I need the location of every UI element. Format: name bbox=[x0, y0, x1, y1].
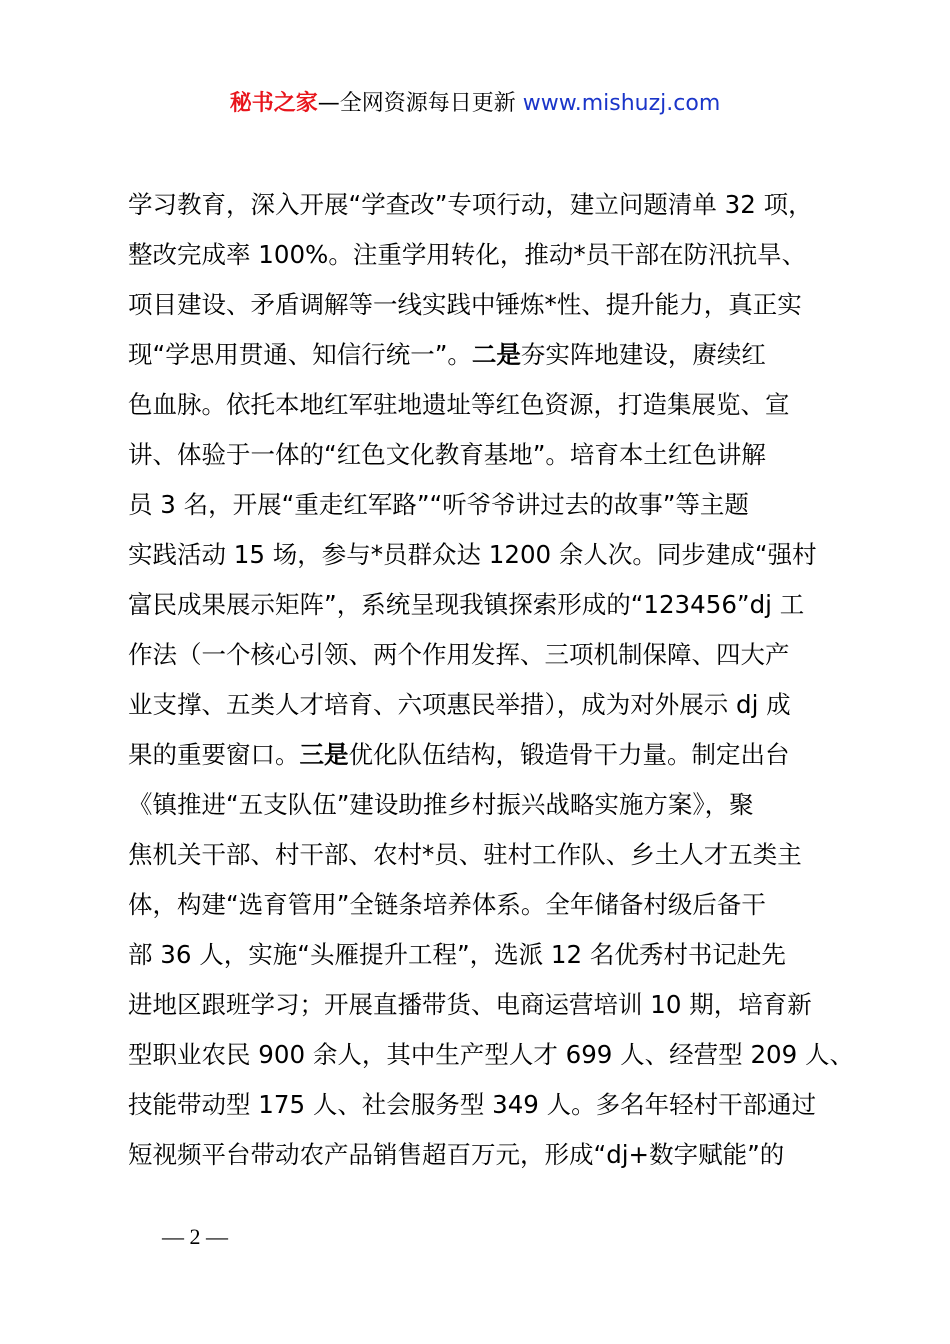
body-line: 体，构建“选育管用”全链条培养体系。全年储备村级后备干 bbox=[128, 890, 766, 919]
body-line: 员 3 名，开展“重走红军路”“听爷爷讲过去的故事”等主题 bbox=[128, 490, 749, 519]
body-line-text: 优化队伍结构，锻造骨干力量。制定出台 bbox=[348, 740, 790, 769]
body-line: 作法（一个核心引领、两个作用发挥、三项机制保障、四大产 bbox=[128, 640, 790, 669]
body-line: 讲、体验于一体的“红色文化教育基地”。培育本土红色讲解 bbox=[128, 440, 766, 469]
body-line: 业支撑、五类人才培育、六项惠民举措），成为对外展示 dj 成 bbox=[128, 690, 791, 719]
site-url-link[interactable]: www.mishuzj.com bbox=[522, 91, 721, 116]
site-header bbox=[0, 88, 950, 120]
page-number: — 2 — bbox=[162, 1224, 228, 1249]
body-line: 型职业农民 900 余人，其中生产型人才 699 人、经营型 209 人、 bbox=[128, 1040, 855, 1069]
body-line: 富民成果展示矩阵”，系统呈现我镇探索形成的“123456”dj 工 bbox=[128, 590, 805, 619]
section-marker-two: 二是 bbox=[471, 340, 521, 369]
body-line-with-heading bbox=[128, 730, 838, 780]
body-line-text: 夯实阵地建设，赓续红 bbox=[520, 340, 766, 369]
body-line: 整改完成率 100%。注重学用转化，推动*员干部在防汛抗旱、 bbox=[128, 240, 807, 269]
body-line: 学习教育，深入开展“学查改”专项行动，建立问题清单 32 项， bbox=[128, 190, 813, 219]
body-line-text: 现“学思用贯通、知信行统一”。 bbox=[128, 340, 472, 369]
body-line: 进地区跟班学习；开展直播带货、电商运营培训 10 期，培育新 bbox=[128, 990, 812, 1019]
body-line: 项目建设、矛盾调解等一线实践中锤炼*性、提升能力，真正实 bbox=[128, 290, 802, 319]
body-line: 部 36 人，实施“头雁提升工程”，选派 12 名优秀村书记赴先 bbox=[128, 940, 786, 969]
body-line: 短视频平台带动农产品销售超百万元，形成“dj+数字赋能”的 bbox=[128, 1140, 785, 1169]
body-line-text: 果的重要窗口。 bbox=[128, 740, 300, 769]
body-line: 《镇推进“五支队伍”建设助推乡村振兴战略实施方案》，聚 bbox=[128, 790, 754, 819]
document-body bbox=[128, 180, 855, 1180]
body-line: 色血脉。依托本地红军驻地遗址等红色资源，打造集展览、宣 bbox=[128, 390, 790, 419]
body-line-with-heading bbox=[128, 330, 838, 380]
site-tagline: —全网资源每日更新 bbox=[317, 91, 523, 116]
site-brand: 秘书之家 bbox=[229, 91, 318, 116]
section-marker-three: 三是 bbox=[299, 740, 349, 769]
body-line: 技能带动型 175 人、社会服务型 349 人。多名年轻村干部通过 bbox=[128, 1090, 817, 1119]
body-line: 实践活动 15 场，参与*员群众达 1200 余人次。同步建成“强村 bbox=[128, 540, 817, 569]
body-line: 焦机关干部、村干部、农村*员、驻村工作队、乡土人才五类主 bbox=[128, 840, 802, 869]
